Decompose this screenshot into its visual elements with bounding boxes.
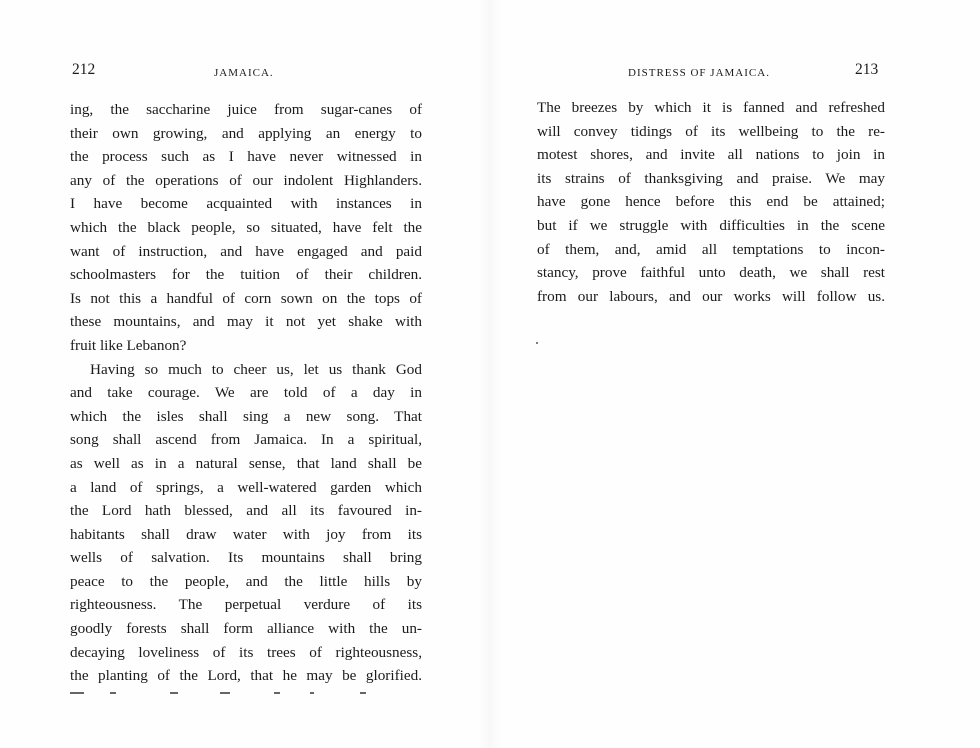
text-line: will convey tidings of its wellbeing to the re- [537, 122, 885, 140]
text-line: these mountains, and may it not yet shake with [70, 313, 422, 331]
page-number-right: 213 [855, 61, 879, 78]
text-line: have gone hence before this end be attained; [537, 193, 885, 211]
text-line: but if we struggle with difficulties in the scene [537, 216, 885, 234]
running-head-right: DISTRESS OF JAMAICA. [628, 67, 770, 79]
text-line: the Lord hath blessed, and all its favoured in- [70, 502, 422, 520]
text-line: the process such as I have never witnessed in [70, 148, 422, 166]
text-line: any of the operations of our indolent Highlanders. [70, 171, 422, 189]
text-line: its strains of thanksgiving and praise. We may [537, 169, 885, 187]
text-line: wells of salvation. Its mountains shall bring [70, 549, 422, 567]
text-line: from our labours, and our works will follow us. [537, 287, 885, 305]
text-line: habitants shall draw water with joy from its [70, 525, 422, 543]
text-line: song shall ascend from Jamaica. In a spiritual, [70, 431, 422, 449]
text-line: which the black people, so situated, have felt the [70, 218, 422, 236]
text-line: as well as in a natural sense, that land shall be [70, 454, 422, 472]
text-line: of them, and, amid all temptations to incon- [537, 240, 885, 258]
text-line: stancy, prove faithful unto death, we shall rest [537, 264, 885, 282]
text-line: schoolmasters for the tuition of their children. [70, 266, 422, 284]
right-body-text [537, 96, 885, 308]
text-line: which the isles shall sing a new song. That [70, 407, 422, 425]
text-line: decaying loveliness of its trees of righteousness, [70, 643, 422, 661]
left-body-text [70, 98, 422, 688]
text-line: their own growing, and applying an energy to [70, 124, 422, 142]
text-line: motest shores, and invite all nations to join in [537, 146, 885, 164]
text-line: The breezes by which it is fanned and refreshed [537, 99, 885, 116]
page-number-left: 212 [72, 61, 96, 78]
text-line: ing, the saccharine juice from sugar-canes of [70, 101, 422, 118]
text-line: peace to the people, and the little hills by [70, 572, 422, 590]
text-line: a land of springs, a well-watered garden which [70, 478, 422, 496]
text-line: goodly forests shall form alliance with the un- [70, 620, 422, 638]
text-line: want of instruction, and have engaged and paid [70, 242, 422, 260]
text-line: Is not this a handful of corn sown on the tops of [70, 289, 422, 307]
running-head-left: JAMAICA. [214, 67, 274, 79]
text-line: righteousness. The perpetual verdure of its [70, 596, 422, 614]
text-line: and take courage. We are told of a day in [70, 384, 422, 402]
text-line: Having so much to cheer us, let us thank God [90, 360, 422, 378]
text-line: I have become acquainted with instances in [70, 195, 422, 213]
cropped-next-line [70, 692, 370, 696]
text-line: fruit like Lebanon? [70, 336, 187, 354]
text-line: the planting of the Lord, that he may be glorified. [70, 667, 422, 685]
ink-speck [536, 342, 538, 344]
